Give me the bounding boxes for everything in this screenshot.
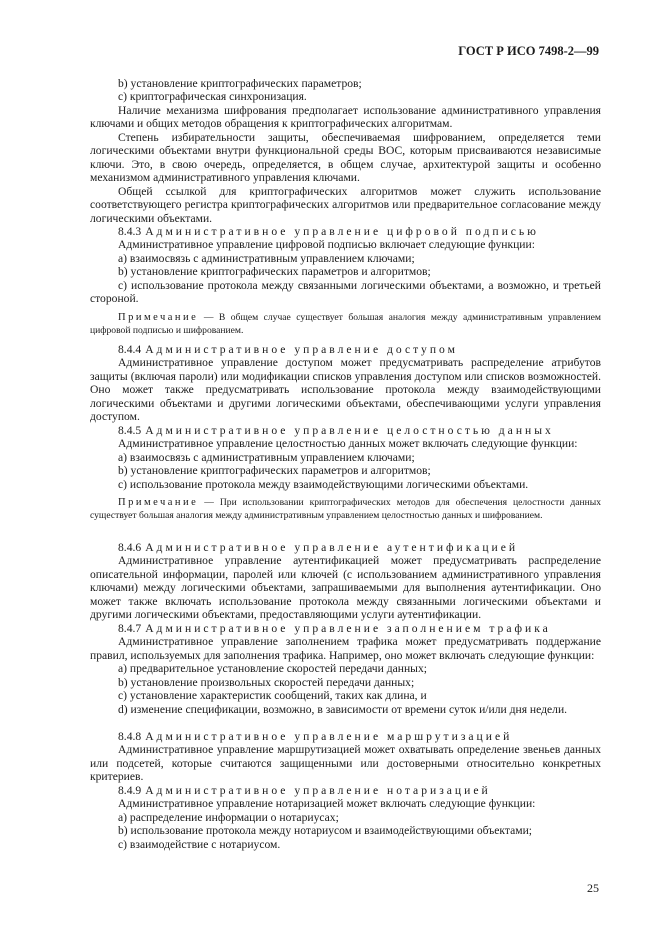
list-item: b) установление криптографических параметров и алгоритмов; bbox=[118, 265, 431, 279]
paragraph: Административное управление заполнением трафика может предусматривать поддержание правил, используемых для заполнения трафика. Например, оно может включать следующие функции: bbox=[90, 635, 601, 662]
list-item: a) взаимосвязь с административным управлением ключами; bbox=[118, 251, 415, 265]
paragraph: Административное управление цифровой подписью включает следующие функции: bbox=[118, 238, 535, 252]
section-heading: 8.4.9 Административное управление нотаризацией bbox=[118, 784, 491, 797]
paragraph: Степень избирательности защиты, обеспечиваемая шифрованием, определяется теми логическими объектами внутри функциональной среды ВОС, которым присваиваются независимые ключи. Это, в свою очередь, определяется, в общем случае, архитектурой защиты и особенно механизмом административного управления ключами. bbox=[90, 130, 601, 185]
section-heading: 8.4.8 Административное управление маршрутизацией bbox=[118, 730, 513, 743]
note-8-4-3 bbox=[90, 311, 601, 337]
note-label: Примечание bbox=[118, 312, 199, 323]
section-heading: 8.4.3 Административное управление цифровой подписью bbox=[118, 225, 539, 238]
list-item: b) установление криптографических параметров и алгоритмов; bbox=[118, 464, 431, 478]
paragraph: Административное управление аутентификацией может предусматривать распределение описательной информации, паролей или ключей (с использованием административного управления ключами) между логическими объектами, запрашиваемыми для выполнения аутентификации. Оно может также включать использование протокола между связанными логическими объектами и другими логическими объектами, предоставляющими услуги аутентификации. bbox=[90, 554, 601, 622]
document-header: ГОСТ Р ИСО 7498-2—99 bbox=[458, 44, 599, 58]
section-heading: 8.4.4 Административное управление доступом bbox=[118, 343, 458, 356]
list-item: c) использование протокола между связанными логическими объектами, а возможно, и третьей стороной. bbox=[90, 278, 601, 306]
list-item: b) установление криптографических параметров; bbox=[118, 77, 362, 90]
section-8-4-8 bbox=[90, 730, 601, 784]
list-item: b) использование протокола между нотариусом и взаимодействующими объектами; bbox=[118, 824, 532, 838]
list-item: a) взаимосвязь с административным управлением ключами; bbox=[118, 450, 415, 464]
note-label: Примечание bbox=[118, 497, 199, 508]
list-item: c) использование протокола между взаимодействующими логическими объектами. bbox=[118, 477, 529, 491]
section-heading: 8.4.7 Административное управление заполнением трафика bbox=[118, 622, 551, 635]
section-8-4-5 bbox=[90, 424, 601, 491]
section-heading: 8.4.6 Административное управление аутентификацией bbox=[118, 541, 519, 554]
page-number: 25 bbox=[587, 881, 599, 895]
list-item: c) установление характеристик сообщений, таких как длина, и bbox=[118, 689, 427, 703]
note-text: — При использовании криптографических методов для обеспечения целостности данных существует большая аналогия между административным управлением целостностью данных и шифрованием. bbox=[90, 497, 601, 521]
section-8-4-7 bbox=[90, 622, 601, 716]
paragraph: Административное управление целостностью данных может включать следующие функции: bbox=[118, 437, 578, 451]
list-item: c) криптографическая синхронизация. bbox=[118, 90, 307, 104]
paragraph: Административное управление доступом может предусматривать распределение атрибутов защиты (включая пароли) или модификации списков управления доступом или списков возможностей. Оно может также предусматривать использование протокола между взаимодействующими логическими объектами и другими логическими объектами, обеспечивающими услуги управления доступом. bbox=[90, 356, 601, 424]
section-8-4-3 bbox=[90, 225, 601, 306]
section-heading: 8.4.5 Административное управление целостностью данных bbox=[118, 424, 554, 437]
paragraph: Административное управление нотаризацией может включать следующие функции: bbox=[118, 797, 536, 811]
list-item: d) изменение спецификации, возможно, в зависимости от времени суток и/или дня недели. bbox=[118, 702, 568, 716]
section-8-4-9 bbox=[90, 784, 601, 851]
section-8-4-4 bbox=[90, 343, 601, 424]
intro-section bbox=[90, 77, 601, 225]
paragraph: Административное управление маршрутизацией может охватывать определение звеньев данных или подсетей, которые считаются защищенными или достоверными относительно конкретных критериев. bbox=[90, 743, 601, 784]
note-8-4-5 bbox=[90, 496, 601, 522]
paragraph: Наличие механизма шифрования предполагает использование административного управления ключами и общих методов обращения к криптографических алгоритмам. bbox=[90, 103, 601, 131]
list-item: c) взаимодействие с нотариусом. bbox=[118, 837, 281, 851]
list-item: a) распределение информации о нотариусах; bbox=[118, 810, 339, 824]
list-item: b) установление произвольных скоростей передачи данных; bbox=[118, 675, 415, 689]
section-8-4-6 bbox=[90, 541, 601, 622]
list-item: a) предварительное установление скоростей передачи данных; bbox=[118, 662, 427, 676]
note-text: — В общем случае существует большая аналогия между административным управлением цифровой подписью и шифрованием. bbox=[90, 312, 601, 336]
paragraph: Общей ссылкой для криптографических алгоритмов может служить использование соответствующего регистра криптографических алгоритмов или предварительное согласование между логическими объектами. bbox=[90, 184, 601, 225]
